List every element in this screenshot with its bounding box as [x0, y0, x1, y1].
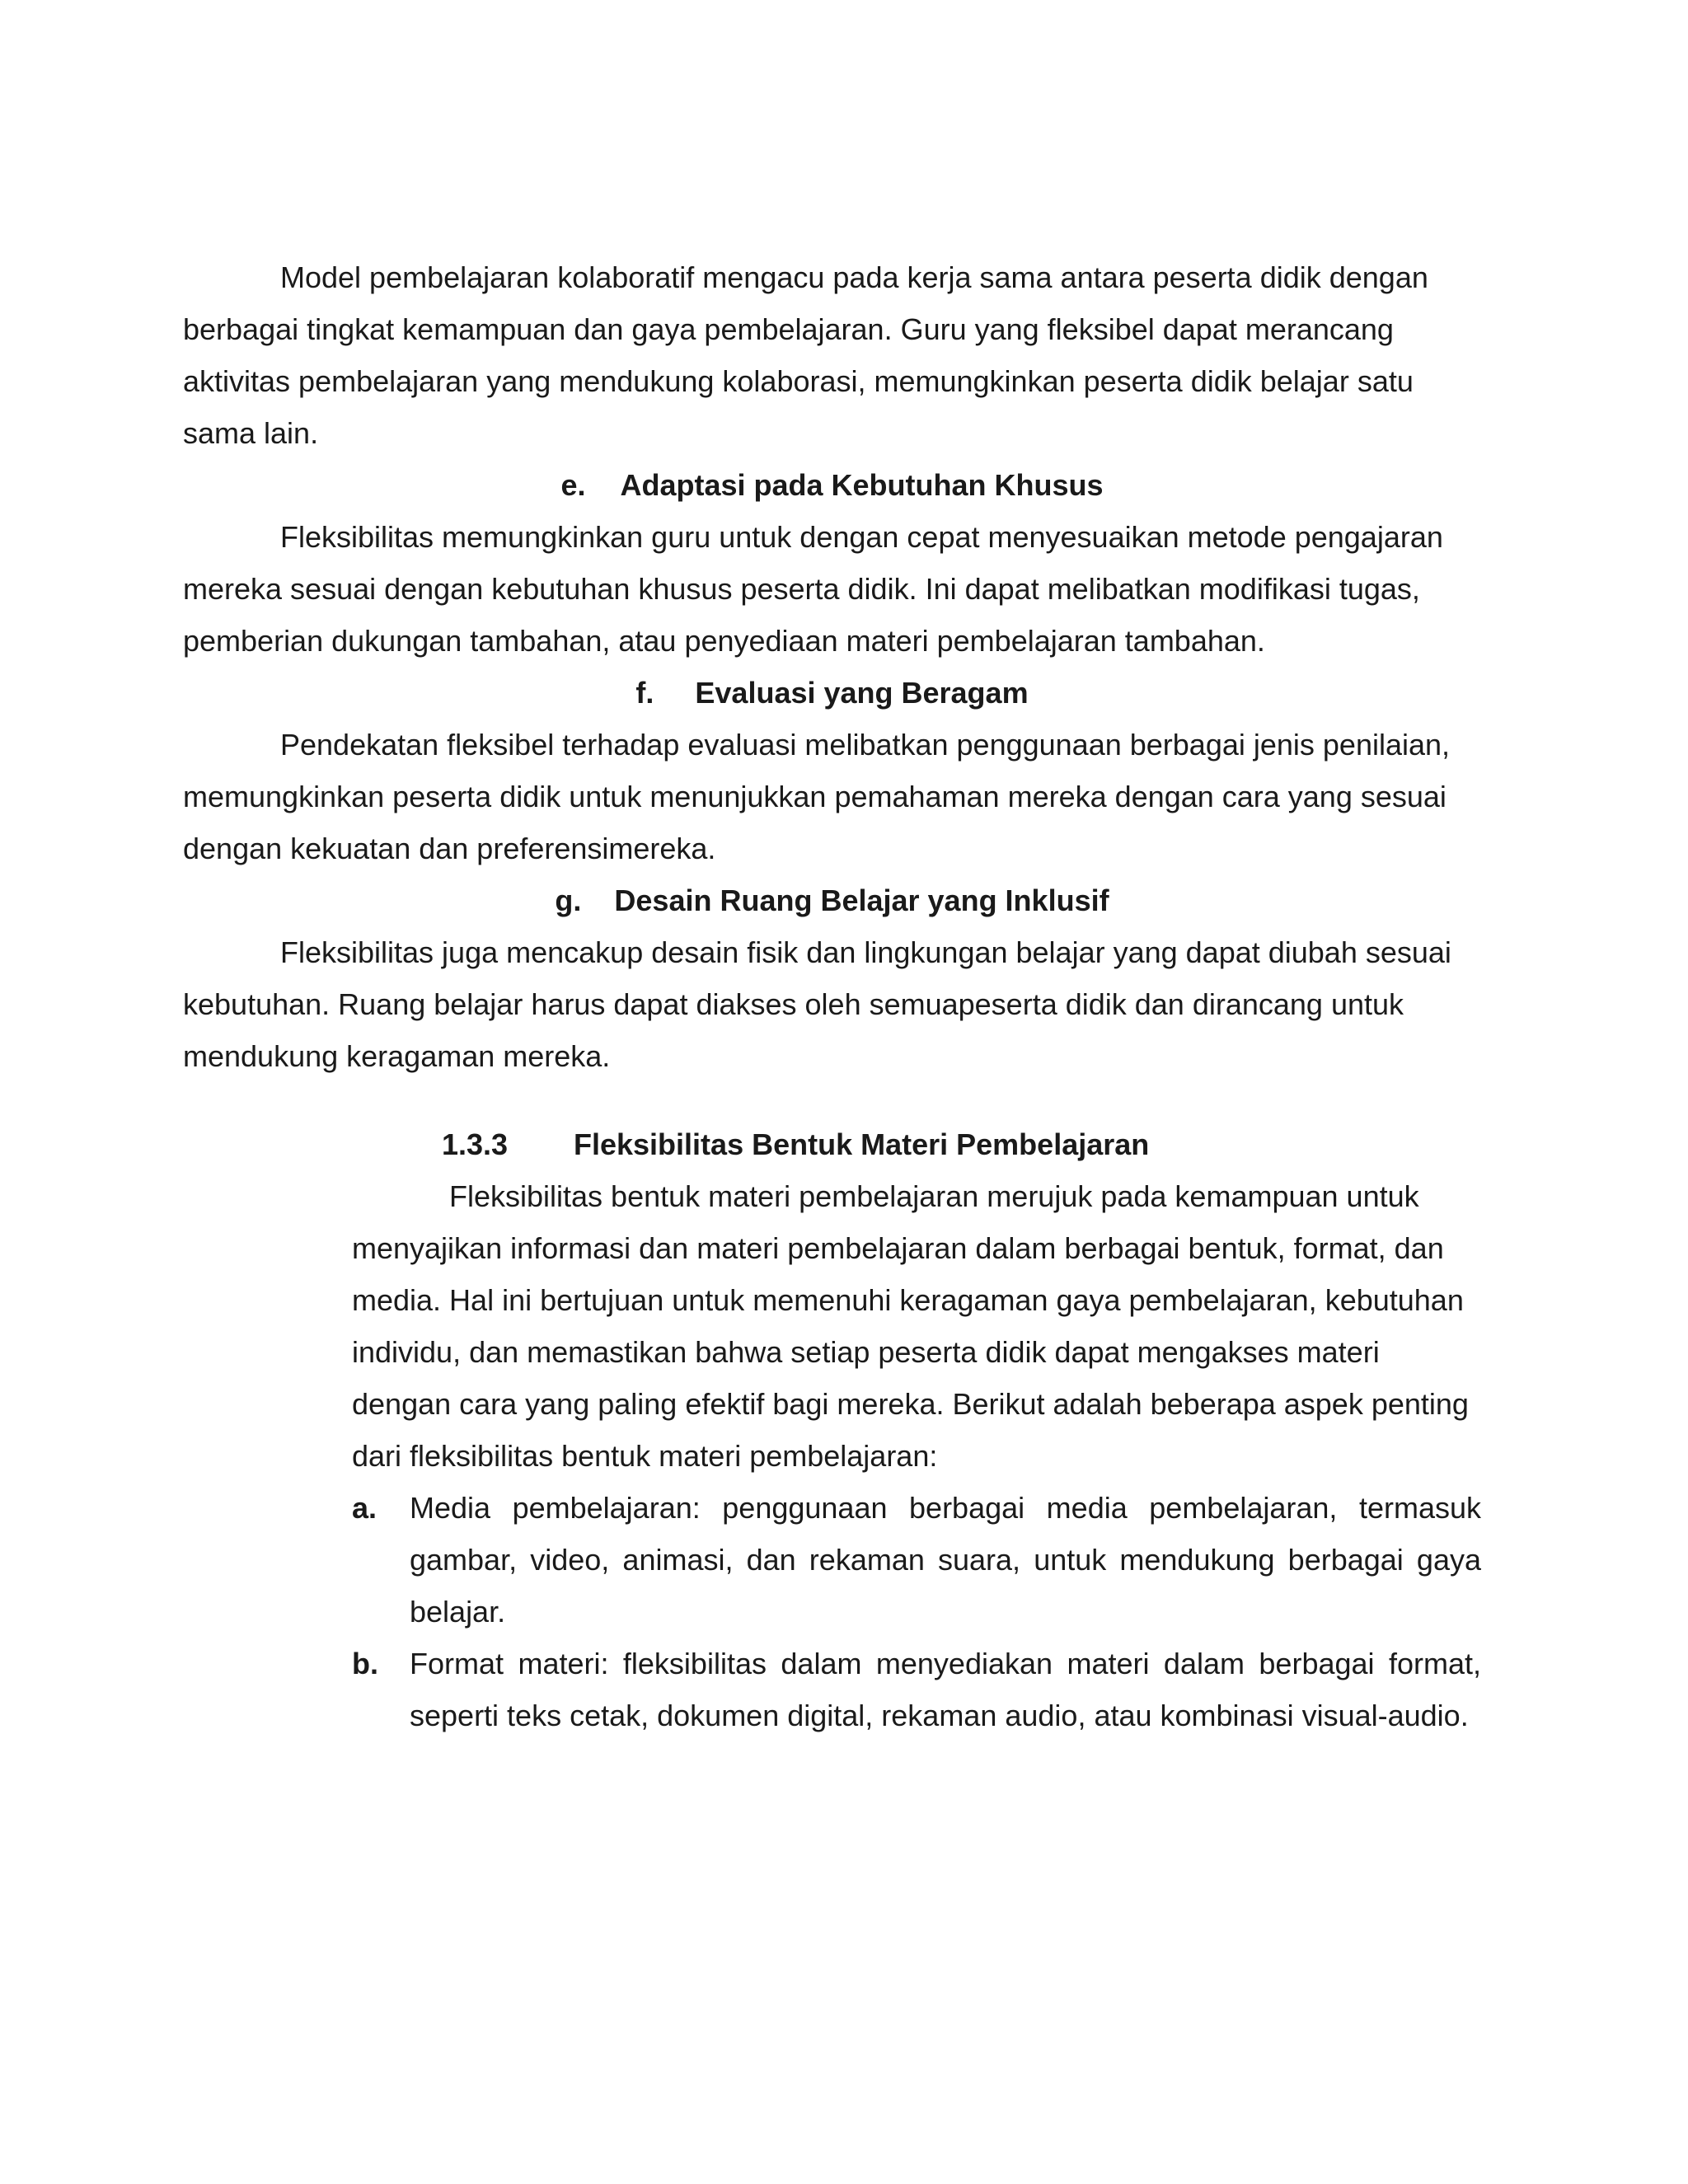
intro-paragraph: Model pembelajaran kolaboratif mengacu pada kerja sama antara peserta didik dengan berbagai tingkat kemampuan dan gaya pembelajaran. Guru yang fleksibel dapat merancang aktivitas pembelajaran yang mendukung kolaborasi, memungkinkan peserta didik belajar satu sama lain.	[183, 260, 1428, 450]
section-number: 1.3.3	[442, 1127, 509, 1161]
subsection-title: Desain Ruang Belajar yang Inklusif	[614, 883, 1109, 917]
subsection-heading-g	[183, 874, 1481, 926]
section-heading	[442, 1118, 1481, 1170]
subsection-letter: g.	[555, 883, 582, 917]
list-item-text: Format materi: fleksibilitas dalam menyediakan materi dalam berbagai format, seperti teks cetak, dokumen digital, rekaman audio, atau kombinasi visual-audio.	[410, 1647, 1481, 1732]
list-item	[352, 1638, 1481, 1741]
subsection-heading-f	[183, 667, 1481, 719]
subsection-letter: f.	[635, 676, 654, 710]
list-marker: a.	[352, 1491, 377, 1525]
list-item-text: Media pembelajaran: penggunaan berbagai media pembelajaran, termasuk gambar, video, animasi, dan rekaman suara, untuk mendukung berbagai gaya belajar.	[410, 1491, 1481, 1629]
subsection-body-f: Pendekatan fleksibel terhadap evaluasi melibatkan penggunaan berbagai jenis penilaian, memungkinkan peserta didik untuk menunjukkan pemahaman mereka dengan cara yang sesuai dengan kekuatan dan preferensimereka.	[183, 728, 1451, 865]
subsection-letter: e.	[560, 468, 586, 502]
subsection-title: Adaptasi pada Kebutuhan Khusus	[620, 468, 1104, 502]
list-marker: b.	[352, 1647, 378, 1680]
aspect-list	[352, 1482, 1481, 1741]
page-content	[183, 251, 1481, 1741]
subsection-body-e: Fleksibilitas memungkinkan guru untuk dengan cepat menyesuaikan metode pengajaran mereka sesuai dengan kebutuhan khusus peserta didik. Ini dapat melibatkan modifikasi tugas, pemberian dukungan tambahan, atau penyediaan materi pembelajaran tambahan.	[183, 520, 1443, 658]
section-body	[352, 1170, 1481, 1741]
subsection-title: Evaluasi yang Beragam	[695, 676, 1029, 710]
subsection-body-g: Fleksibilitas juga mencakup desain fisik dan lingkungan belajar yang dapat diubah sesuai kebutuhan. Ruang belajar harus dapat diakses oleh semuapeserta didik dan dirancang untuk mendukung keragaman mereka.	[183, 935, 1451, 1073]
subsection-heading-e	[183, 459, 1481, 511]
section-title: Fleksibilitas Bentuk Materi Pembelajaran	[574, 1127, 1150, 1161]
section-intro-paragraph: Fleksibilitas bentuk materi pembelajaran merujuk pada kemampuan untuk menyajikan informasi dan materi pembelajaran dalam berbagai bentuk, format, dan media. Hal ini bertujuan untuk memenuhi keragaman gaya pembelajaran, kebutuhan individu, dan memastikan bahwa setiap peserta didik dapat mengakses materi dengan cara yang paling efektif bagi mereka. Berikut adalah beberapa aspek penting dari fleksibilitas bentuk materi pembelajaran:	[352, 1179, 1469, 1473]
list-item	[352, 1482, 1481, 1638]
